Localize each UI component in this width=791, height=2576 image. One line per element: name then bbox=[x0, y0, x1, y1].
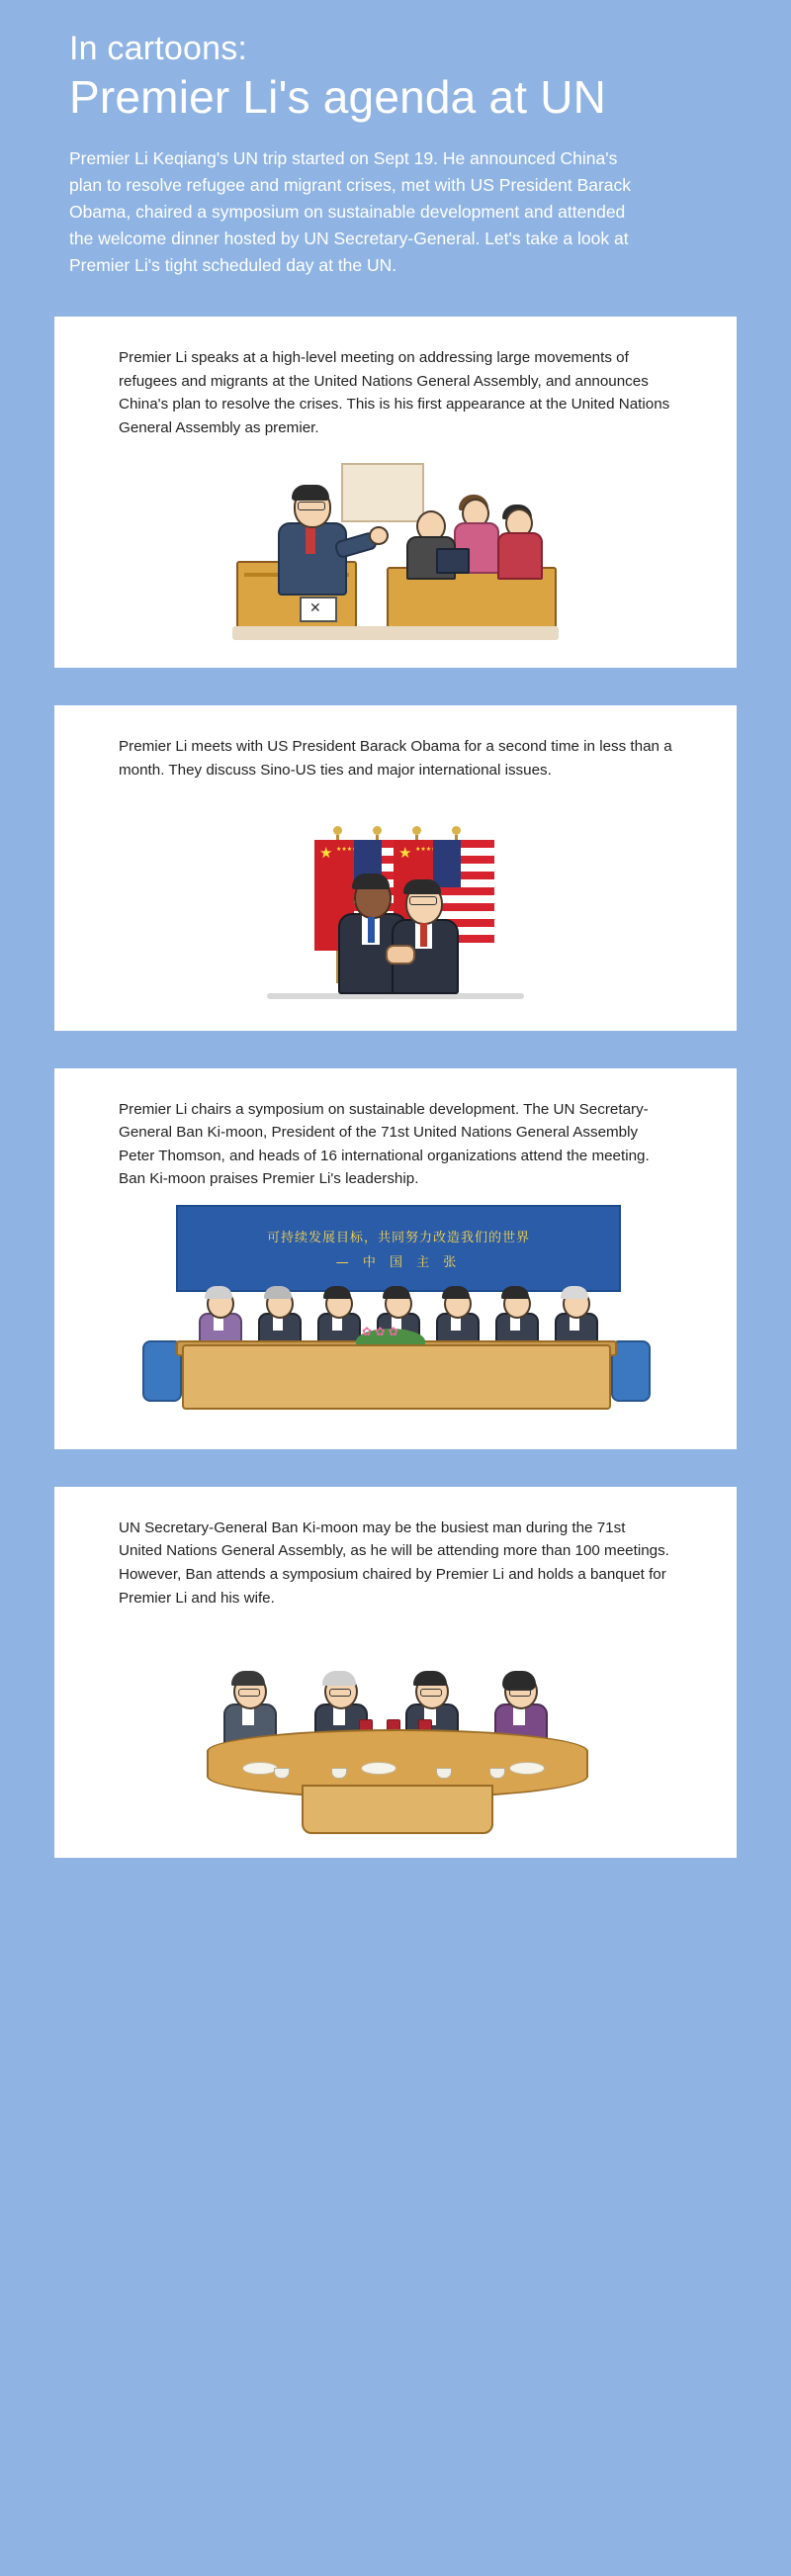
card-figure bbox=[119, 1205, 672, 1427]
card-caption: UN Secretary-General Ban Ki-moon may be the busiest man during the 71st United Nations General Assembly, as he will be attending more than 100 meetings. However, Ban attends a symposium chaired by Premier Li and holds a banquet for Premier Li and his wife. bbox=[119, 1518, 669, 1607]
panelist bbox=[552, 1289, 597, 1342]
chair-right bbox=[611, 1340, 651, 1402]
panelist-hair bbox=[383, 1286, 410, 1299]
panelist-hair bbox=[501, 1286, 529, 1299]
page-header bbox=[0, 0, 791, 289]
card-list bbox=[0, 317, 791, 1897]
presentation-screen bbox=[176, 1205, 621, 1292]
guest-hair bbox=[231, 1671, 265, 1686]
flagpole-finial bbox=[333, 826, 342, 835]
speaker-hair bbox=[292, 485, 329, 501]
background-panel bbox=[341, 463, 424, 522]
card-item bbox=[54, 317, 737, 668]
page-title: Premier Li's agenda at UN bbox=[69, 71, 607, 124]
floor bbox=[232, 626, 559, 640]
card-item bbox=[54, 705, 737, 1030]
card-caption: Premier Li chairs a symposium on sustainable development. The UN Secretary-General Ban Ki-moon, President of the 71st United Nations General Assembly Peter Thomson, and heads of 16 international organizations attend the meeting. Ban Ki-moon praises Premier Li's leadership. bbox=[119, 1100, 650, 1188]
speaker-tie bbox=[306, 524, 315, 554]
panelist-hair bbox=[264, 1286, 292, 1299]
li-obama-handshake-illustration bbox=[227, 796, 564, 1009]
handshake-icon bbox=[386, 945, 415, 965]
table-base bbox=[302, 1785, 493, 1834]
flagpole-finial bbox=[452, 826, 461, 835]
delegate-d-body bbox=[497, 532, 543, 580]
guest-hair bbox=[502, 1671, 536, 1691]
panelist bbox=[314, 1289, 360, 1342]
panelist bbox=[196, 1289, 241, 1342]
panelist-hair bbox=[442, 1286, 470, 1299]
flagpole-finial bbox=[412, 826, 421, 835]
guest-hair bbox=[322, 1671, 356, 1686]
premier-li-glasses bbox=[409, 896, 437, 905]
screen-line-1: 可持续发展目标，共同努力改造我们的世界 bbox=[266, 1230, 530, 1245]
name-plaque bbox=[300, 597, 337, 622]
flagpole-finial bbox=[373, 826, 382, 835]
card-figure bbox=[119, 796, 672, 1009]
speaker-glasses bbox=[298, 502, 325, 510]
premier-li-tie bbox=[420, 923, 427, 947]
guest-glasses bbox=[509, 1689, 531, 1697]
panelist bbox=[433, 1289, 479, 1342]
card-caption: Premier Li meets with US President Barack Obama for a second time in less than a month. They discuss Sino-US ties and major international issues. bbox=[119, 738, 672, 780]
kicker-text: In cartoons: bbox=[69, 30, 248, 67]
laptop-icon bbox=[436, 548, 470, 574]
card-item bbox=[54, 1487, 737, 1858]
panelist bbox=[492, 1289, 538, 1342]
panelist-hair bbox=[205, 1286, 232, 1299]
card-figure bbox=[119, 1623, 672, 1836]
guest-hair bbox=[413, 1671, 447, 1686]
card-item bbox=[54, 1068, 737, 1449]
panelist-hair bbox=[561, 1286, 588, 1299]
guest-glasses bbox=[329, 1689, 351, 1697]
card-figure bbox=[119, 453, 672, 646]
guest-glasses bbox=[238, 1689, 260, 1697]
panelist bbox=[255, 1289, 301, 1342]
obama-tie bbox=[368, 917, 375, 943]
card-caption: Premier Li speaks at a high-level meeting on addressing large movements of refugees and migrants at the United Nations General Assembly, and announces China's plan to resolve the crises. This is his first appearance at the United Nations General Assembly as premier. bbox=[119, 349, 670, 436]
speaker-hand bbox=[369, 526, 389, 545]
intro-paragraph: Premier Li Keqiang's UN trip started on Sept 19. He announced China's plan to resolve refugee and migrant crises, met with US President Barack Obama, chaired a symposium on sustainable development and attended the welcome dinner hosted by UN Secretary-General. Let's take a look at Premier Li's tight scheduled day at the UN. bbox=[69, 147, 632, 276]
symposium-panel-illustration bbox=[119, 1205, 672, 1427]
banquet-toast-illustration bbox=[183, 1623, 608, 1836]
premier-li-hair bbox=[403, 879, 441, 894]
premier-li-speech-illustration bbox=[232, 453, 559, 646]
guest-glasses bbox=[420, 1689, 442, 1697]
conference-table bbox=[182, 1344, 611, 1410]
obama-hair bbox=[352, 874, 390, 889]
screen-line-2: — 中 国 主 张 bbox=[335, 1254, 462, 1270]
panelist-hair bbox=[323, 1286, 351, 1299]
